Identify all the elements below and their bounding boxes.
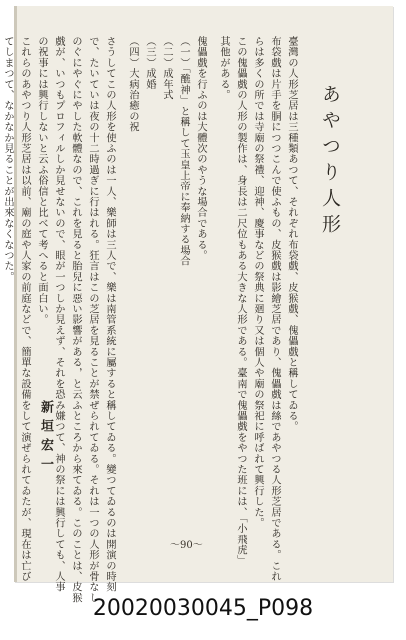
text-column: さうしてこの人形を使ふのは一人、樂師は三人で、樂は南管系統に屬すると稱してゐる。變つてゐるのは開演の時刻 xyxy=(104,36,115,593)
text-column: てしまつて、なかなか見ることが出來なくなつた。 xyxy=(2,36,13,283)
text-column: 傀儡戲を行ふのは大體次のやうな場合である。 xyxy=(195,36,206,261)
author-name: 新垣宏一 xyxy=(38,400,53,476)
page-number: 〜90〜 xyxy=(170,540,203,551)
text-column: のぐにやぐにやした軟體なので、これを見ると胎兒に惡い影響がある，と云ふところから來てゐる。このことは、皮猴 xyxy=(70,36,81,604)
image-caption: 20020030045_P098 xyxy=(92,596,314,621)
text-column: 其他がある。 xyxy=(218,36,229,101)
text-column: 戲が、いつもプロフィルしか見せないので、眼が一つしか見えず、それを恐み嫌つて、神の祭には興行しても、人事 xyxy=(53,36,64,593)
text-column: （一）「醮神」と稱して玉皇上帝に奉納する場合 xyxy=(178,36,189,267)
page-title: あやつり人形 xyxy=(319,84,341,240)
text-column: 布袋戲は片手を胴につつこんで使ふもの、皮猴戲は影繪芝居であり、傀儡戲は絲であやつる人形芝居である。これ xyxy=(269,36,280,582)
text-column: で、たいていは夜の十二時過ぎに行はれる。狂言はこの芝居を見ることが禁ぜられてゐる。それは一つの人形が骨なし xyxy=(87,36,98,604)
text-column: 臺灣の人形芝居は三種類あつて、それぞれ布袋戲、皮猴戲、傀儡戲と稱してゐる。 xyxy=(286,36,297,432)
text-column: この傀儡戲の人形の製作は、身長は二尺位もある大きな人形である。臺南で傀儡戲をやつた班には、「小飛虎」 xyxy=(235,36,246,566)
text-column: これらのあやつり人形芝居は以前、廟の庭や人家の前庭などで、簡單な設備をして演ぜられてゐたが、現在は亡び xyxy=(19,36,30,582)
text-column: （四）大病治癒の祝 xyxy=(127,36,138,133)
text-column: らは多くの所では寺廟の祭禮、迎神、慶事などの祭典に廻り又は個人や廟の祭祀に呼ばれて興行した。 xyxy=(252,36,263,529)
text-column: （三）成婚 xyxy=(144,36,155,90)
text-column: （二）成年式 xyxy=(161,36,172,101)
text-column: の祝事には興行しないと云ふ俗信と比べて考へると面白い。 xyxy=(36,36,47,325)
